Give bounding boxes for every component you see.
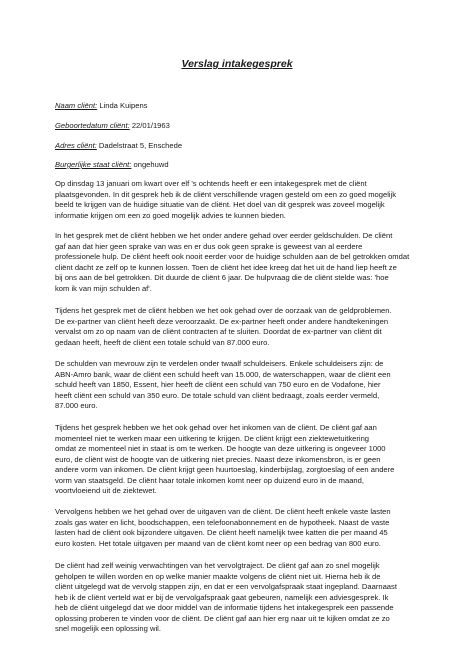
text-line: schuld heeft van 1850, Essent, hier heeft de cliënt een schuld van 750 euro en de Vodafone, hier	[55, 380, 381, 389]
text-line: Tijdens het gesprek hebben we het ook gehad over het inkomen van de cliënt. De cliënt gaf aan	[55, 423, 377, 432]
text-line: geholpen te willen worden en op welke manier maakte volgens de cliënt niet uit. Hierna heb ik de	[55, 571, 381, 581]
document-title: Verslag intakegesprek	[181, 58, 293, 70]
meta-value: Dadelstraat 5, Enschede	[96, 141, 183, 150]
text-line: cliënt uitgelegd wat de vervolg stappen zijn, en dat er een vervolgafspraak staat ingepland. Daarnaast	[55, 582, 397, 591]
text-line: gaf aan dat hier geen sprake van was en er dus ook geen sprake is geweest van al eerdere	[55, 241, 363, 251]
text-line: heeft cliënt een schuld van 350 euro. De totale schuld van cliënt bedraagt, zoals eerder vermeld,	[55, 390, 380, 400]
text-line: 87.000 euro.	[55, 401, 98, 410]
meta-birthdate	[55, 121, 170, 131]
text-line: De schulden van mevrouw zijn te verdelen onder twaalf schuldeisers. Enkele schuldeisers zijn: de	[55, 359, 384, 368]
text-line: bij ons aan de bel getrokken. Dit duurde de cliënt 6 jaar. De hulpvraag die de cliënt stelde was: 'hoe	[55, 273, 389, 282]
text-line: In het gesprek met de cliënt hebben we het onder andere gehad over eerder geldschulden. De cliënt	[55, 231, 393, 240]
meta-address	[55, 141, 182, 151]
text-line: snel mogelijk een oplossing wil.	[55, 624, 161, 633]
text-line: zoals gas water en licht, boodschappen, een telefoonabonnement en de hypotheek. Naast de vaste	[55, 517, 390, 527]
text-line: De cliënt had zelf weinig verwachtingen van het vervolgtraject. De cliënt gaf aan zo snel mogelijk	[55, 561, 380, 570]
text-line: oplossing proberen te vinden voor de cliënt. De cliënt gaf aan hier erg naar uit te kijken omdat ze zo	[55, 613, 390, 623]
paragraph-income	[55, 423, 423, 497]
meta-name	[55, 101, 147, 111]
text-line: cliënt dacht ze zelf op te kunnen lossen. Toen de cliënt het idee kreeg dat het uit de hand liep heeft ze	[55, 262, 397, 272]
text-line: Op dinsdag 13 januari om kwart over elf 's ochtends heeft er een intakegesprek met de cliënt	[55, 179, 367, 188]
meta-label: Burgerlijke staat cliënt:	[55, 160, 132, 169]
text-line: Vervolgens hebben we het gehad over de uitgaven van de cliënt. De cliënt heeft enkele vaste lasten	[55, 507, 391, 516]
paragraph-intro	[55, 179, 423, 221]
meta-label: Geboortedatum cliënt:	[55, 121, 130, 130]
paragraph-expectations	[55, 561, 423, 635]
text-line: professionele hulp. De cliënt heeft ook nooit eerder voor de huidige schulden aan de bel getrokken omdat	[55, 252, 410, 261]
text-line: omdat ze momenteel niet in staat is om te werken. De hoogte van deze uitkering is ongeveer 1000	[55, 444, 386, 453]
meta-value: 22/01/1963	[129, 121, 170, 130]
text-line: Tijdens het gesprek met de cliënt hebben we het ook gehad over de oorzaak van de geldproblemen.	[55, 306, 392, 315]
text-line: voortvloeiend uit de ziektewet.	[55, 486, 157, 495]
text-line: informatie krijgen om een zo goed mogelijk advies te kunnen bieden.	[55, 210, 286, 220]
text-line: andere vorm van inkomen. De cliënt krijgt geen huurtoeslag, kinderbijslag, zorgtoeslag of een andere	[55, 465, 395, 474]
text-line: heb ik de cliënt verteld wat er bij de vervolgafspraak gaat gebeuren, namelijk een adviesgesprek. Ik	[55, 592, 389, 602]
text-line: euro kosten. Het totale uitgaven per maand van de cliënt komt neer op een bedrag van 800 euro.	[55, 538, 381, 548]
text-line: plaatsgevonden. In dit gesprek heb ik de cliënt verschillende vragen gesteld om een zo goed mogelijk	[55, 189, 397, 199]
text-line: vervalst om zo op naam van de cliënt contracten af te sluiten. Doordat de ex-partner van cliënt dit	[55, 327, 382, 336]
text-line: De ex-partner van cliënt heeft deze veroorzaakt. De ex-partner heeft onder andere handtekeningen	[55, 316, 389, 326]
text-line: vorm van staatsgeld. De cliënt haar totale inkomen komt neer op duizend euro in de maand,	[55, 475, 364, 485]
text-line: beeld te krijgen van de huidige situatie van de cliënt. Het doel van dit gesprek was zoveel mogelijk	[55, 200, 385, 209]
meta-value: Linda Kuipens	[97, 101, 148, 110]
paragraph-expenses	[55, 507, 423, 549]
text-line: gedaan heeft, heeft de cliënt een totale schuld van 87.000 euro.	[55, 337, 270, 347]
text-line: kom ik van mijn schulden af'.	[55, 283, 152, 293]
paragraph-creditors	[55, 359, 423, 412]
text-line: ABN-Amro bank, waar de cliënt een schuld heeft van 15.000, de waterschappen, waar de cliënt een	[55, 369, 391, 379]
text-line: momenteel niet te werken maar een uitkering te krijgen. De cliënt krijgt een ziektewetuitkering	[55, 433, 370, 443]
meta-label: Naam cliënt:	[55, 101, 98, 110]
paragraph-previous-debts	[55, 231, 423, 294]
text-line: lasten had de cliënt ook bijzondere uitgaven. De cliënt heeft namelijk twee katten die per maand 45	[55, 528, 388, 537]
meta-value: ongehuwd	[131, 160, 169, 169]
text-line: euro, de cliënt wist de hoogte van de uitkering niet precies. Naast deze inkomensbron, is er geen	[55, 454, 381, 464]
paragraph-cause	[55, 306, 423, 348]
text-line: heb de cliënt uitgelegd dat we door middel van de informatie tijdens het intakegesprek een passende	[55, 603, 394, 612]
meta-label: Adres cliënt:	[55, 141, 97, 150]
meta-civil-status	[55, 160, 169, 170]
